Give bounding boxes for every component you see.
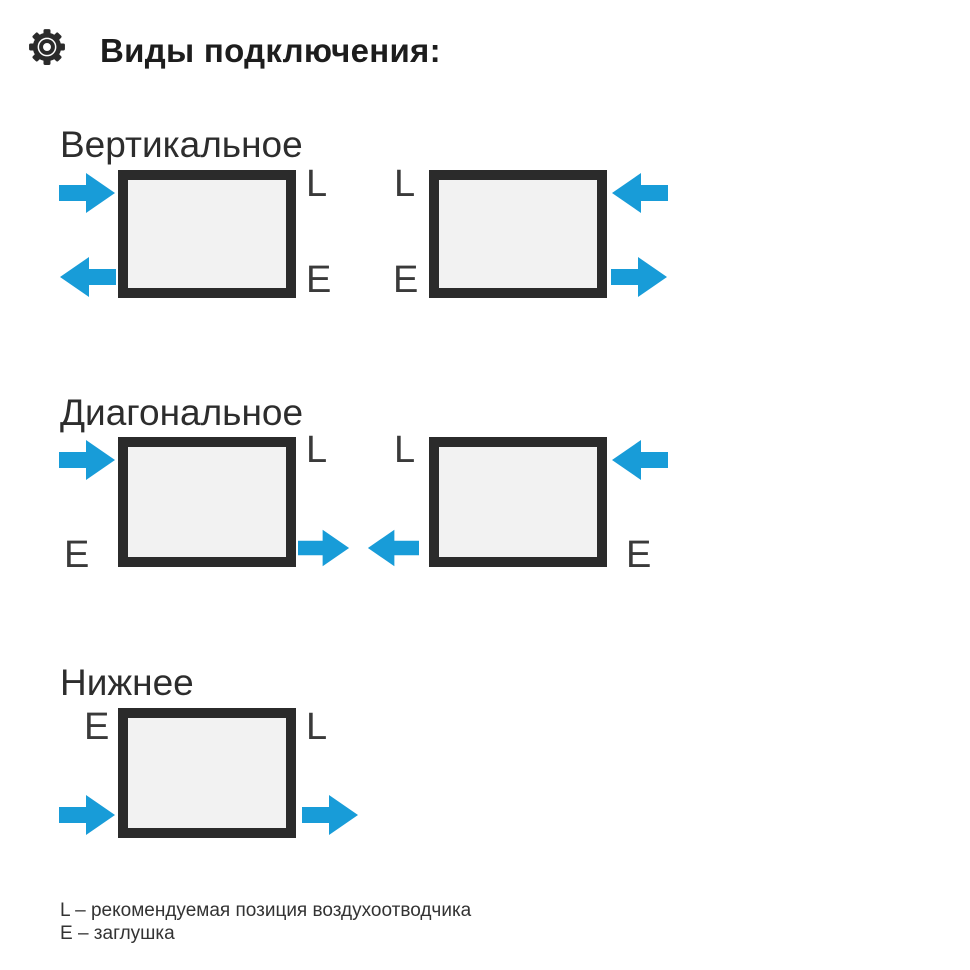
gear-icon — [26, 26, 68, 68]
outlet-arrow-icon — [367, 528, 419, 568]
port-label-air-vent: L — [306, 706, 328, 748]
port-label-air-vent: L — [394, 163, 416, 205]
inlet-arrow-icon — [611, 172, 668, 214]
radiator-box — [429, 170, 607, 298]
inlet-arrow-icon — [59, 172, 116, 214]
radiator-box — [118, 437, 296, 567]
radiator-box — [118, 170, 296, 298]
outlet-arrow-icon — [302, 794, 359, 836]
port-label-air-vent: L — [306, 429, 328, 471]
section-title-diagonal: Диагональное — [60, 392, 304, 433]
outlet-arrow-icon — [611, 256, 668, 298]
legend-line-air-vent: L – рекомендуемая позиция воздухоотводчика — [60, 900, 472, 921]
port-label-air-vent: L — [394, 429, 416, 471]
port-label-plug: E — [626, 534, 652, 576]
section-title-vertical: Вертикальное — [60, 124, 303, 165]
outlet-arrow-icon — [59, 256, 116, 298]
port-label-plug: E — [84, 706, 110, 748]
inlet-arrow-icon — [59, 794, 116, 836]
legend-line-plug: E – заглушка — [60, 923, 175, 944]
inlet-arrow-icon — [611, 439, 668, 481]
port-label-plug: E — [393, 259, 419, 301]
radiator-box — [118, 708, 296, 838]
inlet-arrow-icon — [59, 439, 116, 481]
port-label-plug: E — [64, 534, 90, 576]
outlet-arrow-icon — [298, 528, 350, 568]
radiator-box — [429, 437, 607, 567]
section-title-bottom: Нижнее — [60, 662, 194, 703]
port-label-plug: E — [306, 259, 332, 301]
page-title: Виды подключения: — [100, 32, 441, 69]
port-label-air-vent: L — [306, 163, 328, 205]
